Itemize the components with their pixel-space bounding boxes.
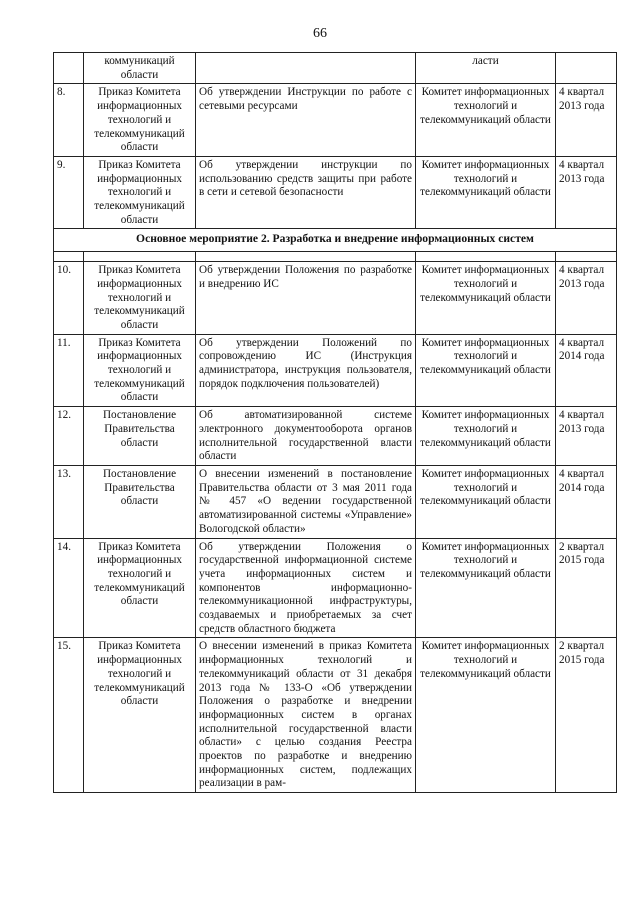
row-executor: Комитет информационных технологий и телекоммуникаций области (416, 262, 556, 335)
section-gap-row (54, 252, 617, 262)
table-row (54, 156, 617, 229)
table-row (54, 638, 617, 793)
row-number: 11. (54, 334, 84, 407)
row-number (54, 53, 84, 84)
row-deadline: 4 квартал 2014 года (556, 334, 617, 407)
row-executor: Комитет информационных технологий и телекоммуникаций области (416, 465, 556, 538)
row-doc-type: Приказ Комитета информационных технологий и телекоммуникаций области (84, 156, 196, 229)
row-deadline: 4 квартал 2013 года (556, 156, 617, 229)
table-row (54, 262, 617, 335)
row-number: 13. (54, 465, 84, 538)
row-deadline: 2 квартал 2015 года (556, 538, 617, 638)
row-title: О внесении изменений в приказ Комитета информационных технологий и телекоммуникаций области от 31 декабря 2013 года № 133-О «Об утверждении Положения о разработке и внедрении информационных систем в органах исполнительной государственной власти области» с целью создания Реестра проектов по разработке и внедрению информационных систем, подлежащих реализации в рам- (196, 638, 416, 793)
row-title: Об утверждении Положения о государственной информационной системе учета информационных систем и компонентов информационно-телекоммуникационной инфраструктуры, создаваемых и приобретаемых за счет средств областного бюджета (196, 538, 416, 638)
gap-cell (84, 252, 196, 262)
gap-cell (196, 252, 416, 262)
row-executor: Комитет информационных технологий и телекоммуникаций области (416, 84, 556, 157)
row-number: 9. (54, 156, 84, 229)
row-executor: Комитет информационных технологий и телекоммуникаций области (416, 538, 556, 638)
row-doc-type: Приказ Комитета информационных технологий и телекоммуникаций области (84, 638, 196, 793)
row-title: Об автоматизированной системе электронного документооборота органов исполнительной государственной власти области (196, 407, 416, 466)
table-row (54, 334, 617, 407)
row-title: Об утверждении инструкции по использованию средств защиты при работе в сети и сетевой безопасности (196, 156, 416, 229)
row-doc-type: Приказ Комитета информационных технологий и телекоммуникаций области (84, 538, 196, 638)
row-title: О внесении изменений в постановление Правительства области от 3 мая 2011 года № 457 «О ведении государственной автоматизированной системы «Управление» Вологодской области» (196, 465, 416, 538)
row-doc-type: Приказ Комитета информационных технологий и телекоммуникаций области (84, 84, 196, 157)
row-title: Об утверждении Положений по сопровождению ИС (Инструкция администратора, инструкция пользователя, порядок подключения пользователей) (196, 334, 416, 407)
measures-table (53, 52, 617, 793)
row-doc-type: Постановление Правительства области (84, 407, 196, 466)
row-deadline: 4 квартал 2014 года (556, 465, 617, 538)
row-deadline: 4 квартал 2013 года (556, 262, 617, 335)
table-row (54, 84, 617, 157)
row-deadline: 4 квартал 2013 года (556, 84, 617, 157)
row-doc-type: Приказ Комитета информационных технологий и телекоммуникаций области (84, 334, 196, 407)
table-row (54, 465, 617, 538)
table-row-continuation (54, 53, 617, 84)
row-doc-type: Приказ Комитета информационных технологий и телекоммуникаций области (84, 262, 196, 335)
row-number: 15. (54, 638, 84, 793)
section-heading: Основное мероприятие 2. Разработка и внедрение информационных систем (54, 229, 617, 252)
row-title: Об утверждении Инструкции по работе с сетевыми ресурсами (196, 84, 416, 157)
row-doc-type: Постановление Правительства области (84, 465, 196, 538)
row-executor: Комитет информационных технологий и телекоммуникаций области (416, 638, 556, 793)
row-number: 10. (54, 262, 84, 335)
row-executor: Комитет информационных технологий и телекоммуникаций области (416, 156, 556, 229)
row-deadline (556, 53, 617, 84)
page-number: 66 (313, 26, 327, 41)
gap-cell (54, 252, 84, 262)
row-deadline: 4 квартал 2013 года (556, 407, 617, 466)
row-executor: Комитет информационных технологий и телекоммуникаций области (416, 407, 556, 466)
row-number: 14. (54, 538, 84, 638)
row-executor: Комитет информационных технологий и телекоммуникаций области (416, 334, 556, 407)
section-heading-row (54, 229, 617, 252)
row-title (196, 53, 416, 84)
table-row (54, 407, 617, 466)
gap-cell (416, 252, 556, 262)
gap-cell (556, 252, 617, 262)
table-row (54, 538, 617, 638)
row-executor: ласти (416, 53, 556, 84)
row-doc-type: коммуникаций области (84, 53, 196, 84)
row-number: 12. (54, 407, 84, 466)
row-number: 8. (54, 84, 84, 157)
row-title: Об утверждении Положения по разработке и внедрению ИС (196, 262, 416, 335)
row-deadline: 2 квартал 2015 года (556, 638, 617, 793)
